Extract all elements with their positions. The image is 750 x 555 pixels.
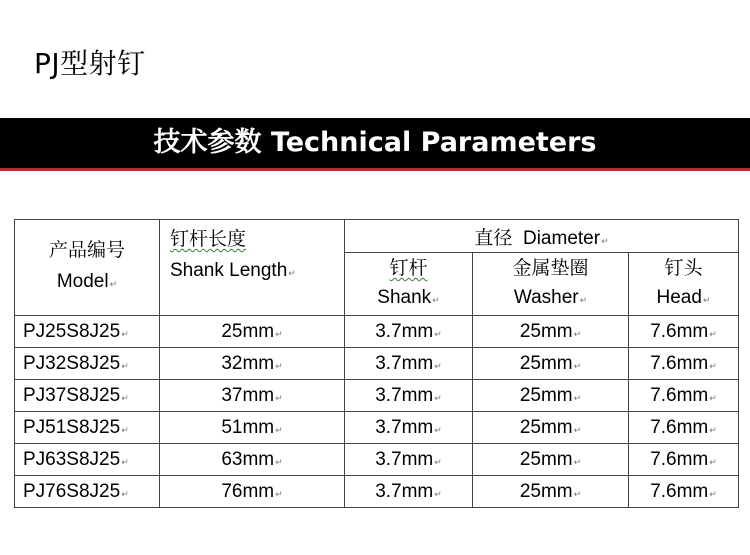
- para-mark-icon: ↵: [121, 488, 129, 499]
- para-mark-icon: ↵: [434, 488, 442, 499]
- table-row: [15, 348, 739, 380]
- para-mark-icon: ↵: [275, 488, 283, 499]
- para-mark-icon: ↵: [709, 488, 717, 499]
- header-model-en: Model: [56, 271, 109, 292]
- header-head-cn: 钉头: [664, 257, 703, 279]
- para-mark-icon: ↵: [121, 328, 129, 339]
- table-row: [15, 412, 739, 444]
- banner-title: 技术参数 Technical Parameters: [153, 127, 597, 158]
- para-mark-icon: ↵: [601, 235, 609, 246]
- para-mark-icon: ↵: [121, 360, 129, 371]
- header-shank-en: Shank: [377, 287, 432, 308]
- cell-washer: [473, 348, 629, 380]
- head-value: 7.6mm: [650, 480, 709, 502]
- header-head-en: Head: [656, 287, 702, 308]
- cell-model: [15, 380, 160, 412]
- cell-length: [160, 316, 345, 348]
- head-value: 7.6mm: [650, 416, 709, 438]
- model-value: PJ37S8J25: [23, 384, 121, 406]
- shank-value: 3.7mm: [375, 384, 434, 406]
- cell-head: [629, 316, 739, 348]
- shank-value: 3.7mm: [375, 416, 434, 438]
- para-mark-icon: ↵: [709, 328, 717, 339]
- model-value: PJ76S8J25: [23, 480, 121, 502]
- cell-model: [15, 444, 160, 476]
- para-mark-icon: ↵: [275, 360, 283, 371]
- cell-shank: [345, 380, 473, 412]
- para-mark-icon: ↵: [434, 456, 442, 467]
- head-value: 7.6mm: [650, 384, 709, 406]
- para-mark-icon: ↵: [573, 328, 582, 339]
- para-mark-icon: ↵: [579, 295, 588, 305]
- cell-shank: [345, 444, 473, 476]
- para-mark-icon: ↵: [434, 360, 442, 371]
- shank-value: 3.7mm: [375, 320, 434, 342]
- cell-head: [629, 348, 739, 380]
- para-mark-icon: ↵: [121, 392, 129, 403]
- model-value: PJ25S8J25: [23, 320, 121, 342]
- para-mark-icon: ↵: [109, 279, 118, 289]
- para-mark-icon: ↵: [434, 424, 442, 435]
- header-diameter: [345, 220, 739, 253]
- washer-value: 25mm: [519, 448, 573, 470]
- section-banner: [0, 118, 750, 171]
- washer-value: 25mm: [519, 320, 573, 342]
- cell-length: [160, 348, 345, 380]
- header-diameter-cn: 直径: [474, 226, 513, 249]
- cell-model: [15, 412, 160, 444]
- page-title: PJ型射钉: [34, 47, 146, 80]
- table-row: [15, 316, 739, 348]
- cell-shank: [345, 316, 473, 348]
- para-mark-icon: ↵: [573, 360, 582, 371]
- table-row: [15, 380, 739, 412]
- header-washer-en: Washer: [513, 287, 579, 308]
- length-value: 37mm: [221, 384, 275, 406]
- head-value: 7.6mm: [650, 320, 709, 342]
- cell-model: [15, 348, 160, 380]
- cell-model: [15, 476, 160, 508]
- cell-head: [629, 380, 739, 412]
- header-head: [629, 253, 739, 316]
- para-mark-icon: ↵: [121, 424, 129, 435]
- para-mark-icon: ↵: [121, 456, 129, 467]
- para-mark-icon: ↵: [275, 456, 283, 467]
- header-washer: [473, 253, 629, 316]
- para-mark-icon: ↵: [573, 456, 582, 467]
- length-value: 76mm: [221, 480, 275, 502]
- cell-head: [629, 444, 739, 476]
- para-mark-icon: ↵: [275, 424, 283, 435]
- cell-length: [160, 444, 345, 476]
- header-model: [15, 220, 160, 316]
- washer-value: 25mm: [519, 384, 573, 406]
- header-shank-length: [160, 220, 345, 316]
- length-value: 32mm: [221, 352, 275, 374]
- para-mark-icon: ↵: [275, 328, 283, 339]
- para-mark-icon: ↵: [434, 328, 442, 339]
- cell-washer: [473, 444, 629, 476]
- cell-head: [629, 476, 739, 508]
- cell-length: [160, 476, 345, 508]
- para-mark-icon: ↵: [434, 392, 442, 403]
- para-mark-icon: ↵: [702, 295, 711, 305]
- header-model-cn: 产品编号: [48, 239, 125, 261]
- cell-shank: [345, 412, 473, 444]
- cell-length: [160, 412, 345, 444]
- table-row: [15, 476, 739, 508]
- cell-shank: [345, 476, 473, 508]
- shank-value: 3.7mm: [375, 480, 434, 502]
- cell-washer: [473, 476, 629, 508]
- head-value: 7.6mm: [650, 448, 709, 470]
- para-mark-icon: ↵: [432, 295, 440, 305]
- spec-table: [14, 219, 739, 508]
- length-value: 63mm: [221, 448, 275, 470]
- length-value: 25mm: [221, 320, 275, 342]
- header-shank-length-en: Shank Length: [170, 260, 288, 281]
- para-mark-icon: ↵: [709, 424, 717, 435]
- header-shank-length-cn: 钉杆长度: [170, 228, 247, 250]
- washer-value: 25mm: [519, 416, 573, 438]
- washer-value: 25mm: [519, 352, 573, 374]
- cell-washer: [473, 412, 629, 444]
- model-value: PJ32S8J25: [23, 352, 121, 374]
- shank-value: 3.7mm: [375, 352, 434, 374]
- cell-shank: [345, 348, 473, 380]
- para-mark-icon: ↵: [573, 424, 582, 435]
- para-mark-icon: ↵: [573, 392, 582, 403]
- header-washer-cn: 金属垫圈: [512, 257, 589, 279]
- head-value: 7.6mm: [650, 352, 709, 374]
- table-row: [15, 444, 739, 476]
- para-mark-icon: ↵: [709, 392, 717, 403]
- washer-value: 25mm: [519, 480, 573, 502]
- cell-head: [629, 412, 739, 444]
- cell-washer: [473, 380, 629, 412]
- header-row-top: [15, 220, 739, 253]
- shank-value: 3.7mm: [375, 448, 434, 470]
- cell-model: [15, 316, 160, 348]
- para-mark-icon: ↵: [709, 456, 717, 467]
- cell-washer: [473, 316, 629, 348]
- header-shank: [345, 253, 473, 316]
- model-value: PJ51S8J25: [23, 416, 121, 438]
- cell-length: [160, 380, 345, 412]
- para-mark-icon: ↵: [275, 392, 283, 403]
- header-shank-cn: 钉杆: [389, 257, 428, 279]
- para-mark-icon: ↵: [573, 488, 582, 499]
- header-diameter-en: Diameter: [522, 227, 601, 249]
- length-value: 51mm: [221, 416, 275, 438]
- para-mark-icon: ↵: [288, 268, 296, 278]
- model-value: PJ63S8J25: [23, 448, 121, 470]
- para-mark-icon: ↵: [709, 360, 717, 371]
